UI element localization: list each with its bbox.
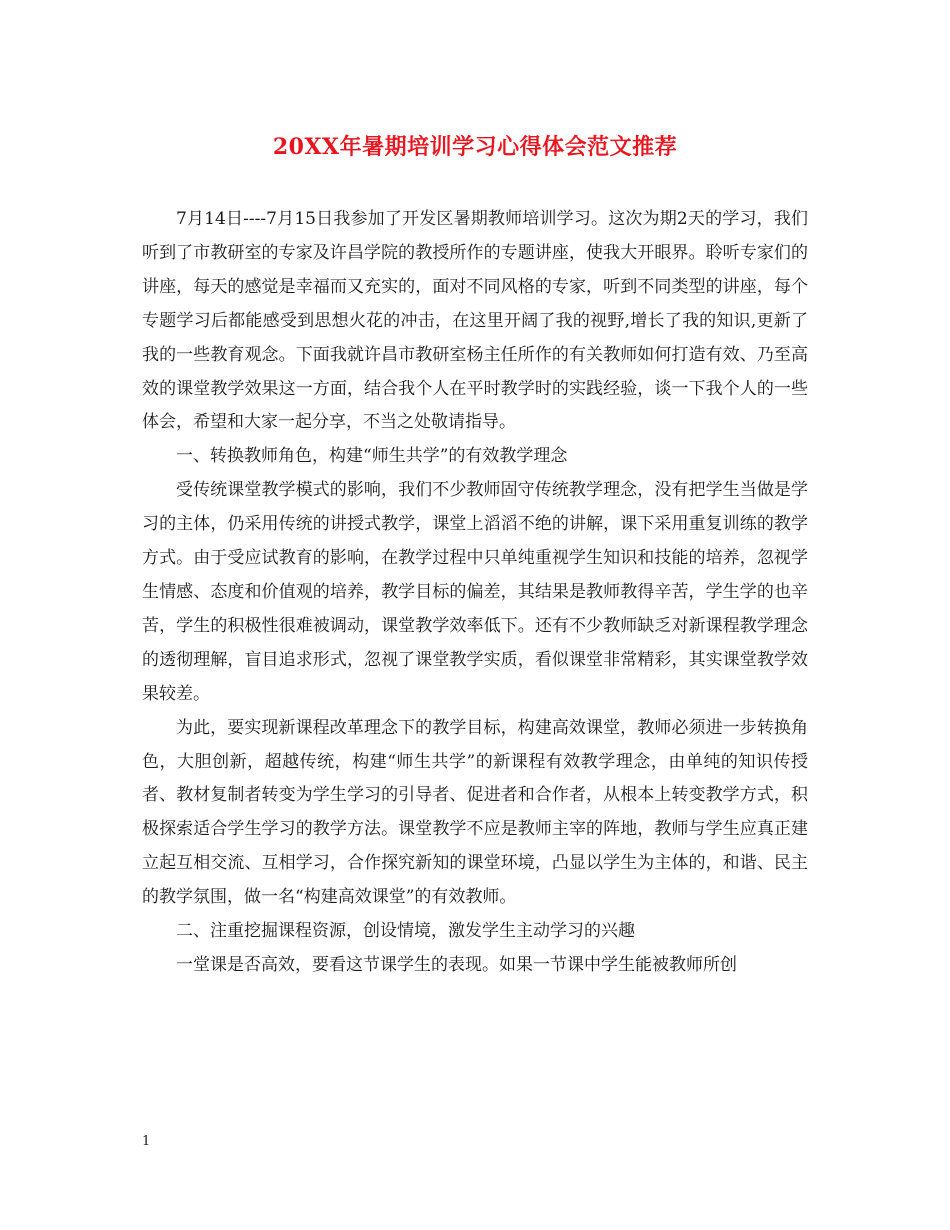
document-body	[142, 203, 808, 983]
paragraph-section-1b: 为此，要实现新课程改革理念下的教学目标，构建高效课堂，教师必须进一步转换角色，大胆创新，超越传统，构建“师生共学”的新课程有效教学理念，由单纯的知识传授者、教材复制者转变为学生学习的引导者、促进者和合作者，从根本上转变教学方式，积极探索适合学生学习的教学方法。课堂教学不应是教师主宰的阵地，教师与学生应真正建立起互相交流、互相学习，合作探究新知的课堂环境，凸显以学生为主体的，和谐、民主的教学氛围，做一名“构建高效课堂”的有效教师。	[142, 717, 808, 908]
section-heading-2: 二、注重挖掘课程资源，创设情境，激发学生主动学习的兴趣	[176, 921, 635, 942]
paragraph-section-2a: 一堂课是否高效，要看这节课学生的表现。如果一节课中学生能被教师所创	[176, 954, 737, 975]
page-number: 1	[142, 1134, 151, 1149]
paragraph-section-1a: 受传统课堂教学模式的影响，我们不少教师固守传统教学理念，没有把学生当做是学习的主体，仍采用传统的讲授式教学，课堂上滔滔不绝的讲解，课下采用重复训练的教学方式。由于受应试教育的影响，在教学过程中只单纯重视学生知识和技能的培养，忽视学生情感、态度和价值观的培养，教学目标的偏差，其结果是教师教得辛苦，学生学的也辛苦，学生的积极性很难被调动，课堂教学效率低下。还有不少教师缺乏对新课程教学理念的透彻理解，盲目追求形式，忽视了课堂教学实质，看似课堂非常精彩，其实课堂教学效果较差。	[142, 480, 808, 704]
section-heading-1: 一、转换教师角色，构建“师生共学”的有效教学理念	[176, 446, 568, 467]
paragraph-intro: 7月14日----7月15日我参加了开发区暑期教师培训学习。这次为期2天的学习，我们听到了市教研室的专家及许昌学院的教授所作的专题讲座，使我大开眼界。聆听专家们的讲座，每天的感觉是幸福而又充实的，面对不同风格的专家，听到不同类型的讲座，每个专题学习后都能感受到思想火花的冲击，在这里开阔了我的视野,增长了我的知识,更新了我的一些教育观念。下面我就许昌市教研室杨主任所作的有关教师如何打造有效、乃至高效的课堂教学效果这一方面，结合我个人在平时教学时的实践经验，谈一下我个人的一些体会，希望和大家一起分享，不当之处敬请指导。	[142, 209, 808, 433]
document-title: 20XX年暑期培训学习心得体会范文推荐	[272, 134, 678, 160]
